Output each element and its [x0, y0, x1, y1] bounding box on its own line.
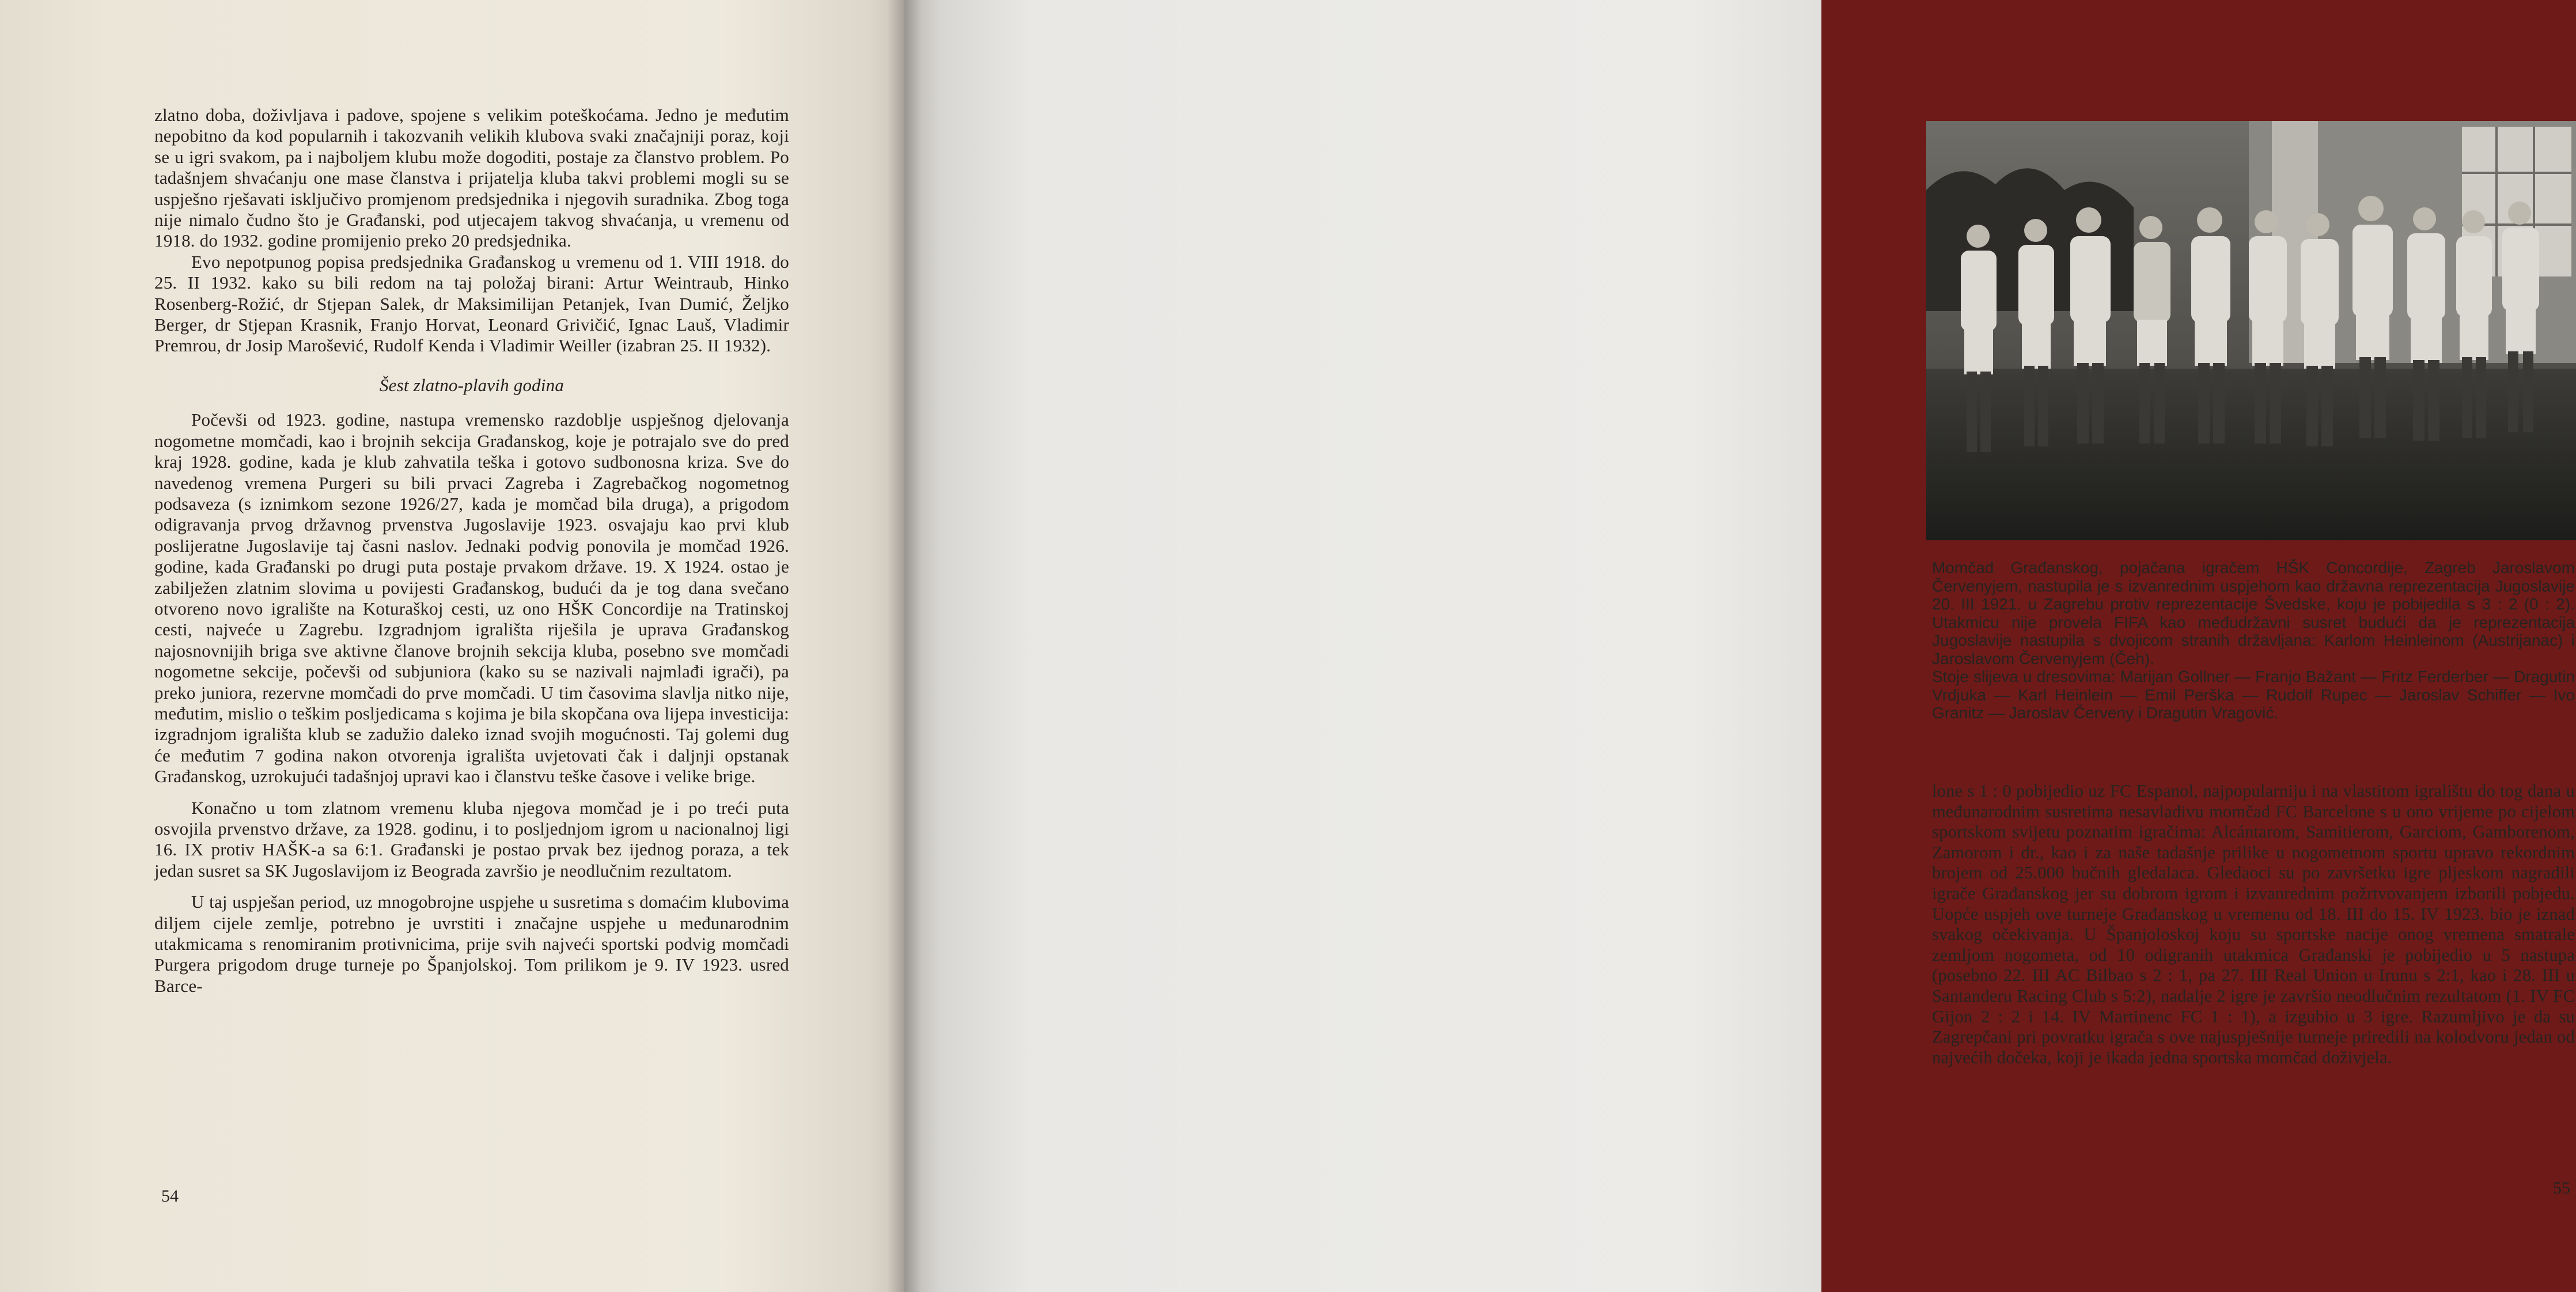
paragraph: Evo nepotpunog popisa predsjednika Građanskog u vremenu od 1. VIII 1918. do 25. II 1932. kako su bili redom na taj položaj birani: Artur Weintraub, Hinko Rosenberg-Rožić, dr Stjepan Salek, dr Maksimilijan Petanjek, Ivan Dumić, Željko Berger, dr Stjepan Krasnik, Franjo Horvat, Leonard Grivičić, Ignac Lauš, Vladimir Premrou, dr Josip Marošević, Rudolf Kenda i Vladimir Weiller (izabran 25. II 1932). [154, 251, 789, 356]
page-number: 55 [2553, 1179, 2570, 1198]
left-text-column [154, 105, 789, 997]
caption-players: Stoje slijeva u dresovima: Marijan Gollner — Franjo Bažant — Fritz Ferderber — Dragutin Vrdjuka — Karl Heinlein — Emil Perška — Rudolf Rupec — Jaroslav Schiffer — Ivo Granitz — Jaroslav Červeny i Dragutin Vragović. [1932, 668, 2575, 722]
page-number: 54 [161, 1187, 179, 1206]
paragraph: lone s 1 : 0 pobijedio uz FC Espanol, najpopularniju i na vlastitom igralištu do tog dana u međunarodnim susretima nesavladivu momčad FC Barcelone s u ono vrijeme po cijelom sportskom svijetu poznatim igračima: Alcántarom, Samitierom, Garciom, Gamborenom, Zamorom i dr., kao i za naše tadašnje prilike u nogometnom sportu upravo rekordnim brojem od 25.000 bučnih gledalaca. Gledaoci su po završetku igre pljeskom nagradili igrače Građanskog jer su dobrom igrom i izvanrednim požrtvovanjem izborili pobjedu. Uopće uspjeh ove turneje Građanskog u vremenu od 18. III do 15. IV 1923. bio je iznad svakog očekivanja. U Španjoloskoj koju su sportske nacije onog vremena smatrale zemljom nogometa, od 10 odigranih utakmica Građanski je pobijedio u 5 nastupa (posebno 22. III AC Bilbao s 2 : 1, pa 27. III Real Union u Irunu s 2:1, kao i 28. III u Santanderu Racing Club s 5:2), nadalje 2 igre je završio neodlučnim rezultatom (1. IV FC Gijon 2 : 2 i 14. IV Martinenc FC 1 : 1), a izgubio u 3 igre. Razumljivo je da su Zagrepčani pri povratku igrača s ove najuspješnije turneje priredili na kolodvoru jedan od najvećih dočeka, koji je ikada jedna sportska momčad doživjela. [1932, 781, 2575, 1067]
paragraph: zlatno doba, doživljava i padove, spojene s velikim poteškoćama. Jedno je međutim nepobitno da kod popularnih i takozvanih velikih klubova svaki značajniji poraz, koji se u igri svakom, pa i najboljem klubu može dogoditi, postaje za članstvo problem. Po tadašnjem shvaćanju one mase članstva i prijatelja kluba takvi problemi mogli su se uspješno rješavati isključivo promjenom predsjednika i njegovih suradnika. Zbog toga nije nimalo čudno što je Građanski, pod utjecajem takvog shvaćanja, u vremenu od 1918. do 1932. godine promijenio preko 20 predsjednika. [154, 105, 789, 251]
left-page [0, 0, 904, 1292]
team-photo [1926, 121, 2576, 540]
paragraph: Počevši od 1923. godine, nastupa vremensko razdoblje uspješnog djelovanja nogometne momčadi, kao i brojnih sekcija Građanskog, koje je potrajalo sve do pred kraj 1928. godine, kada je klub zahvatila teška i gotovo sudbonosna kriza. Sve do navedenog vremena Purgeri su bili prvaci Zagreba i Zagrebačkog nogometnog podsaveza (s iznimkom sezone 1926/27, kada je momčad bila druga), a prigodom odigravanja prvog državnog prvenstva Jugoslavije 1923. osvajaju kao prvi klub poslijeratne Jugoslavije taj časni naslov. Jednaki podvig ponovila je momčad 1926. godine, kada Građanski po drugi puta postaje prvakom države. 19. X 1924. ostao je zabilježen zlatnim slovima u povijesti Građanskog, budući da je tog dana svečano otvoreno novo igralište na Koturaškoj cesti, uz ono HŠK Concordije na Tratinskoj cesti, najveće u Zagrebu. Izgradnjom igrališta riješila je uprava Građanskog najosnovnijih briga sve aktivne članove brojnih sekcija kluba, posebno sve momčadi nogometne sekcije, počevši od subjuniora (kako su se nazivali najmlađi igrači), pa preko juniora, rezervne momčadi do prve momčadi. U tim časovima slavlja nitko nije, međutim, mislio o teškim posljedicama s kojima je bila skopčana ova lijepa investicija: izgradnjom igrališta klub se zadužio daleko iznad svojih mogućnosti. Taj golemi dug će međutim 7 godina nakon otvorenja igrališta uvjetovati čak i daljnji opstanak Građanskog, uzrokujući tadašnjoj upravi kao i članstvu teške časove i velike brige. [154, 410, 789, 787]
right-page [904, 0, 2575, 1292]
photo-caption [1932, 559, 2575, 722]
paragraph: Konačno u tom zlatnom vremenu kluba njegova momčad je i po treći puta osvojila prvenstvo države, za 1928. godinu, i to posljednjom igrom u nacionalnoj ligi 16. IX protiv HAŠK-a sa 6:1. Građanski je postao prvak bez ijednog poraza, a tek jedan susret sa SK Jugoslavijom iz Beograda završio je neodlučnim rezultatom. [154, 797, 789, 881]
caption-description: Momčad Građanskog, pojačana igračem HŠK Concordije, Zagreb Jaroslavom Červenyjem, nastupila je s izvanrednim uspjehom kao državna reprezentacija Jugoslavije 20. III 1921. u Zagrebu protiv reprezentacije Švedske, koju je pobijedila s 3 : 2 (0 : 2). Utakmicu nije provela FIFA kao međudržavni susret budući da je reprezentacija Jugoslavije nastupila s dvojicom stranih državljana: Karlom Heinleinom (Austrijanac) i Jaroslavom Červenyjem (Čeh). [1932, 559, 2575, 668]
right-text-column [1932, 781, 2575, 1068]
paragraph: U taj uspješan period, uz mnogobrojne uspjehe u susretima s domaćim klubovima diljem cijele zemlje, potrebno je uvrstiti i značajne uspjehe u međunarodnim utakmicama s renomiranim protivnicima, prije svih najveći sportski podvig momčadi Purgera prigodom druge turneje po Španjolskoj. Tom prilikom je 9. IV 1923. usred Barce- [154, 892, 789, 996]
section-title: Šest zlatno-plavih godina [379, 374, 565, 395]
book-spine [887, 0, 922, 1292]
